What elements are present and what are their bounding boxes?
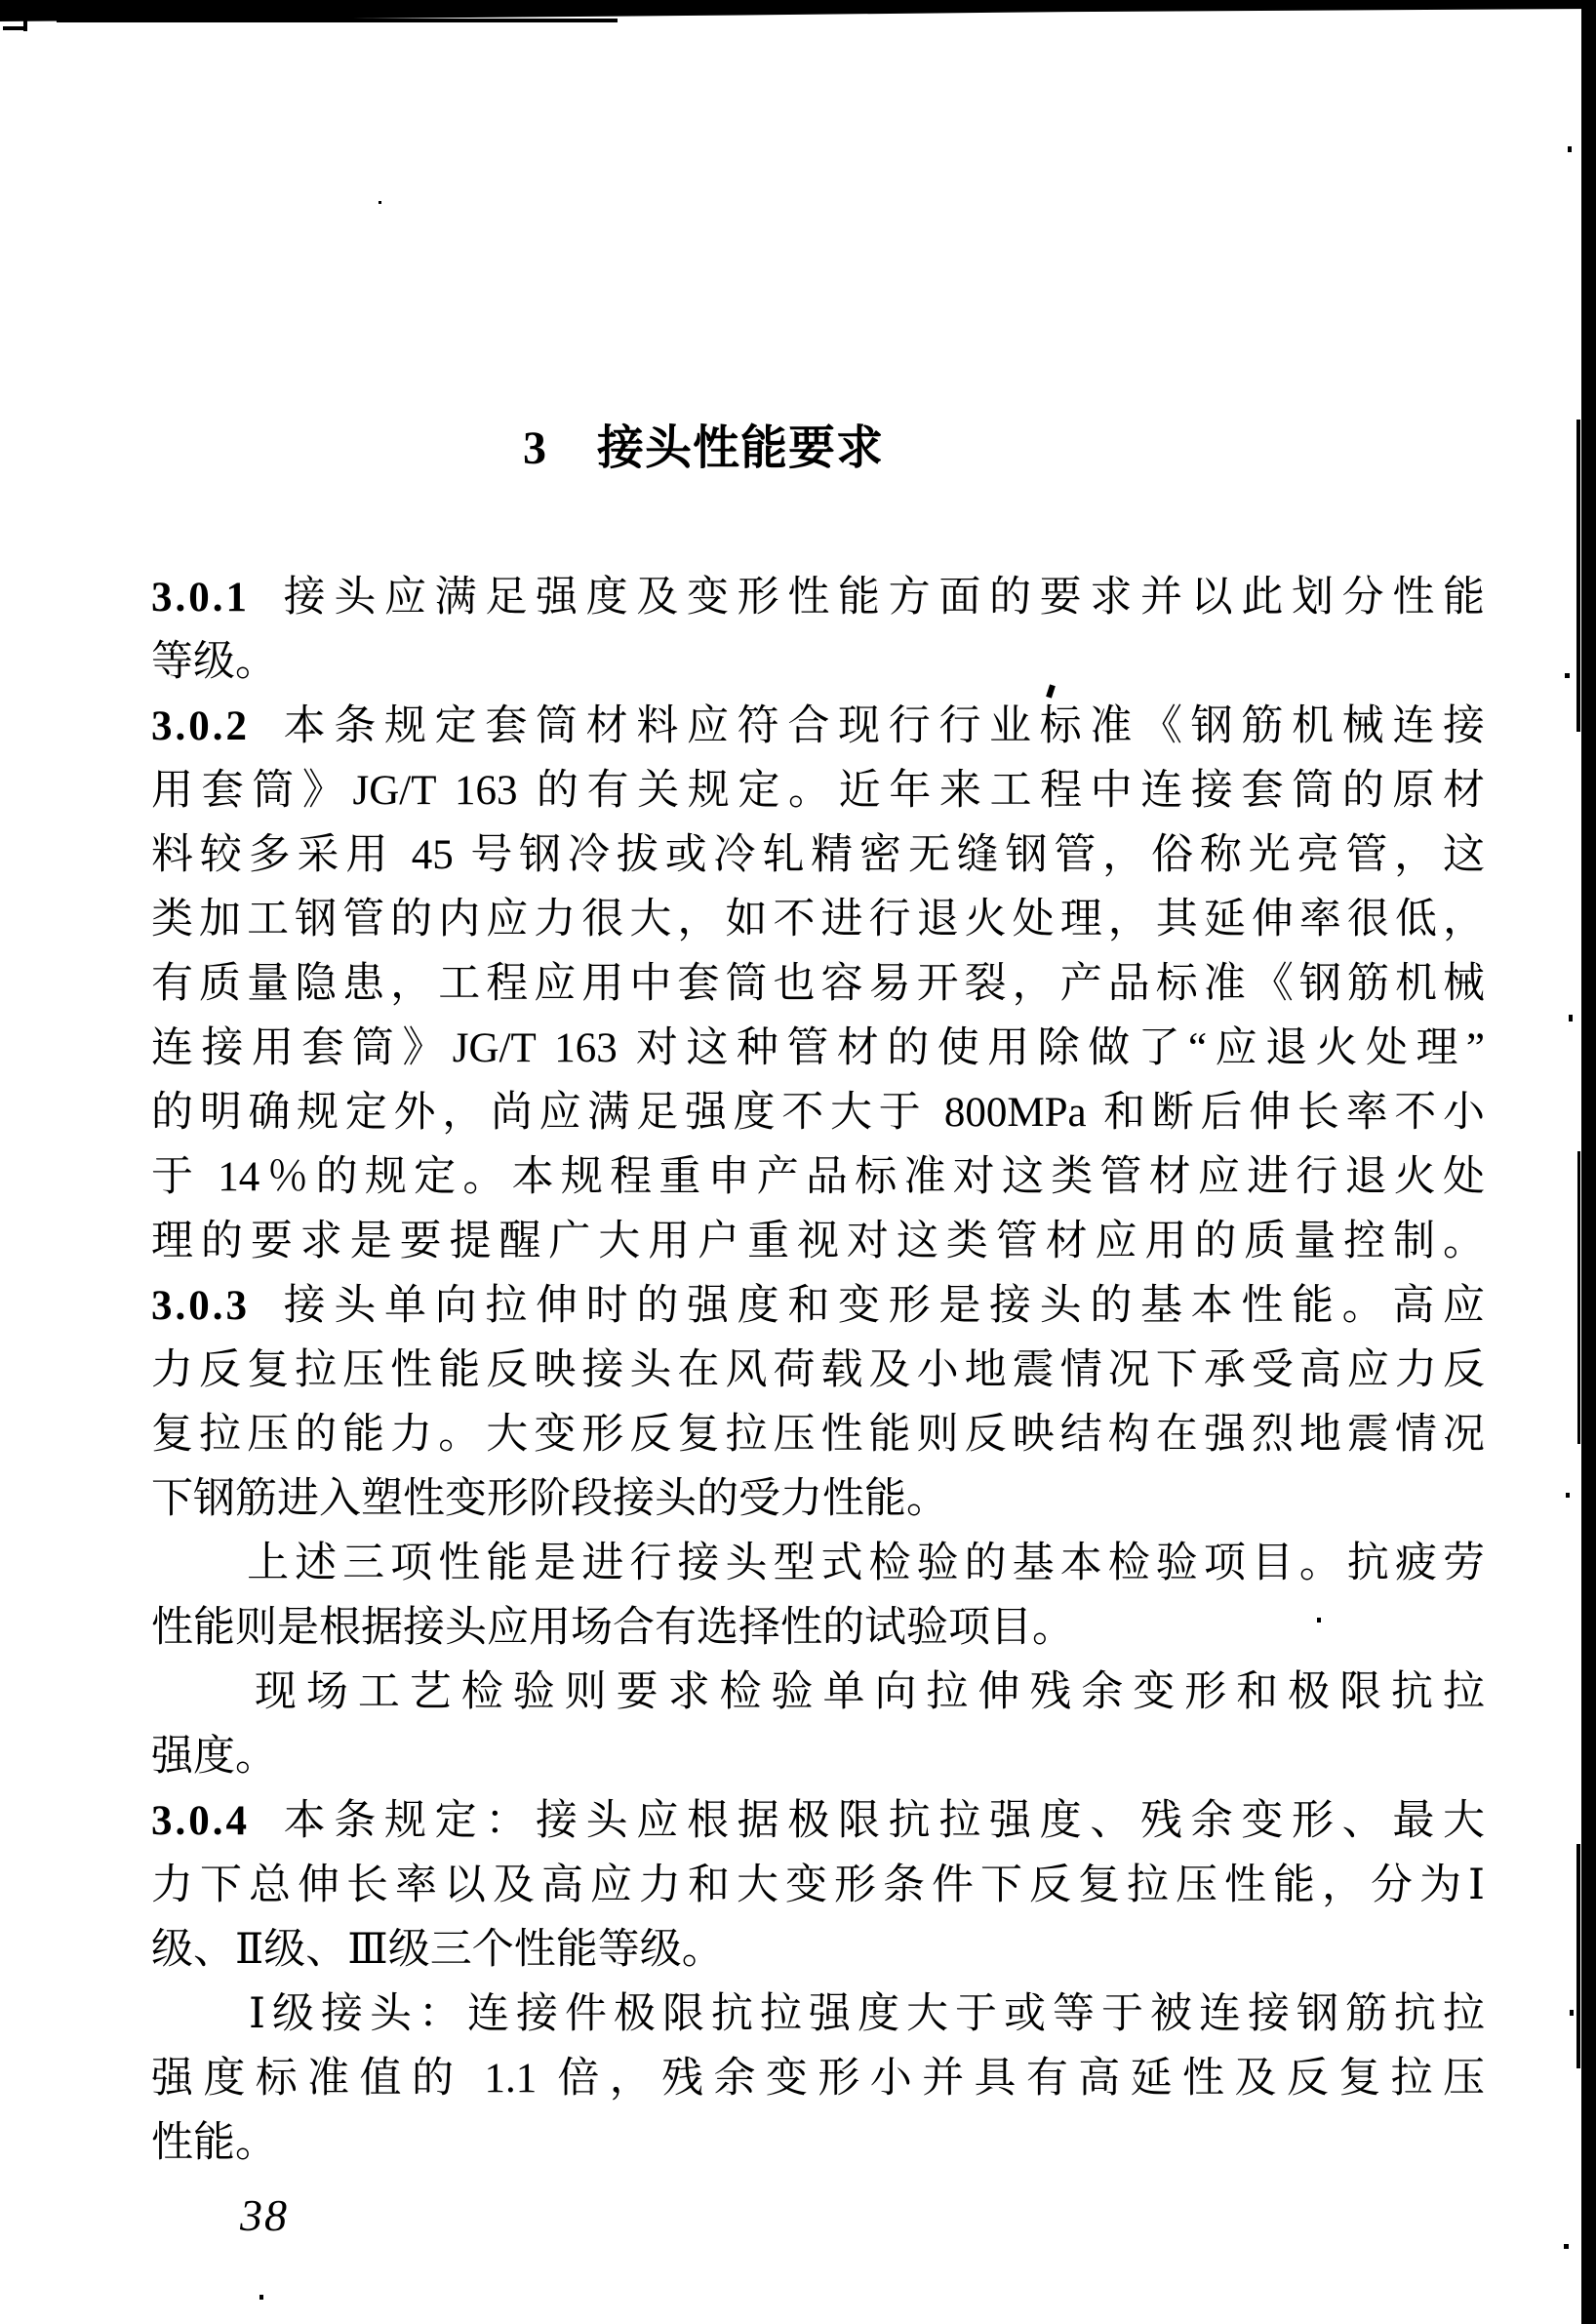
scan-speck <box>1566 1493 1570 1498</box>
chapter-title <box>0 410 1407 477</box>
line-text: 用套筒》JG/T 163 的有关规定。近年来工程中连接套筒的原材 <box>151 768 1485 814</box>
line-text: 料较多采用 45 号钢冷拔或冷轧精密无缝钢管，俗称光亮管，这 <box>151 832 1485 878</box>
text-line <box>151 1918 1485 1983</box>
text-line <box>151 1274 1485 1339</box>
line-text: 强度。 <box>151 1734 277 1780</box>
line-text: 等级。 <box>151 639 277 685</box>
clause-number: 3.0.2 <box>151 703 250 749</box>
text-line <box>151 1725 1485 1789</box>
scan-artifact-corner-mark <box>23 20 27 31</box>
text-line <box>151 566 1485 630</box>
text-line <box>151 1210 1485 1274</box>
text-line <box>151 1532 1485 1596</box>
body-text <box>151 566 1485 2176</box>
scan-artifact-right-frill <box>1576 1844 1580 2068</box>
line-text: 性能。 <box>151 2120 277 2166</box>
text-line <box>151 1596 1485 1661</box>
line-text: 接头应满足强度及变形性能方面的要求并以此划分性能 <box>275 575 1485 621</box>
line-text: 复拉压的能力。大变形反复拉压性能则反映结构在强烈地震情况 <box>151 1412 1485 1458</box>
text-line <box>151 1339 1485 1403</box>
text-line <box>151 1661 1485 1725</box>
scan-speck <box>259 2295 263 2300</box>
scan-artifact-top-line <box>57 19 618 22</box>
text-line <box>151 1403 1485 1467</box>
text-line <box>151 952 1485 1017</box>
scan-speck <box>1564 2244 1569 2249</box>
line-text: 于 14％的规定。本规程重申产品标准对这类管材应进行退火处 <box>151 1154 1485 1200</box>
line-text: 接头单向拉伸时的强度和变形是接头的基本性能。高应 <box>275 1283 1485 1329</box>
line-text: 的明确规定外，尚应满足强度不大于 800MPa 和断后伸长率不小 <box>151 1090 1485 1136</box>
text-line <box>151 1145 1485 1210</box>
scan-artifact-right-frill <box>1576 420 1580 732</box>
line-text: 连接用套筒》JG/T 163 对这种管材的使用除做了“应退火处理” <box>151 1025 1485 1071</box>
text-line <box>151 888 1485 952</box>
scan-speck <box>1570 2010 1574 2016</box>
text-line <box>151 1854 1485 1918</box>
page-number: 38 <box>240 2190 289 2240</box>
line-text: 类加工钢管的内应力很大，如不进行退火处理，其延伸率很低， <box>151 897 1485 942</box>
text-line <box>151 1017 1485 1081</box>
clause-number: 3.0.1 <box>151 575 250 621</box>
text-line <box>151 695 1485 759</box>
text-line <box>151 1081 1485 1145</box>
chapter-title-text: 接头性能要求 <box>596 422 884 474</box>
line-text: 级、Ⅱ级、Ⅲ级三个性能等级。 <box>151 1927 724 1973</box>
text-line <box>151 630 1485 695</box>
line-text: 理的要求是要提醒广大用户重视对这类管材应用的质量控制。 <box>151 1219 1485 1264</box>
chapter-number: 3 <box>522 422 547 474</box>
text-line <box>151 823 1485 888</box>
scan-speck <box>1565 673 1570 678</box>
text-line <box>151 1467 1485 1532</box>
line-text: 本条规定套筒材料应符合现行行业标准《钢筋机械连接 <box>275 703 1485 749</box>
text-line <box>151 2111 1485 2176</box>
text-line <box>151 759 1485 823</box>
text-line <box>151 1983 1485 2047</box>
line-text: 力下总伸长率以及高应力和大变形条件下反复拉压性能，分为Ⅰ <box>151 1863 1485 1908</box>
line-text: 本条规定：接头应根据极限抗拉强度、残余变形、最大 <box>275 1798 1485 1844</box>
line-text: 力反复拉压性能反映接头在风荷载及小地震情况下承受高应力反 <box>151 1347 1485 1393</box>
clause-number: 3.0.3 <box>151 1283 250 1329</box>
text-line <box>151 1789 1485 1854</box>
line-text: 性能则是根据接头应用场合有选择性的试验项目。 <box>151 1605 1074 1651</box>
line-text: 下钢筋进入塑性变形阶段接头的受力性能。 <box>151 1476 948 1522</box>
line-text: Ⅰ级接头：连接件极限抗拉强度大于或等于被连接钢筋抗拉 <box>151 1991 1485 2037</box>
line-text: 现场工艺检验则要求检验单向拉伸残余变形和极限抗拉 <box>151 1669 1485 1715</box>
scan-artifact-right-frill <box>1577 1151 1580 1444</box>
scan-speck <box>379 201 381 204</box>
line-text: 有质量隐患，工程应用中套筒也容易开裂，产品标准《钢筋机械 <box>151 961 1485 1007</box>
clause-number: 3.0.4 <box>151 1798 250 1844</box>
line-text: 强度标准值的 1.1 倍，残余变形小并具有高延性及反复拉压 <box>151 2056 1485 2102</box>
text-line <box>151 2047 1485 2111</box>
scan-artifact-right-bar <box>1581 0 1596 2324</box>
line-text: 上述三项性能是进行接头型式检验的基本检验项目。抗疲劳 <box>151 1541 1485 1586</box>
scan-speck <box>1569 1015 1573 1022</box>
scan-speck <box>1568 146 1572 152</box>
